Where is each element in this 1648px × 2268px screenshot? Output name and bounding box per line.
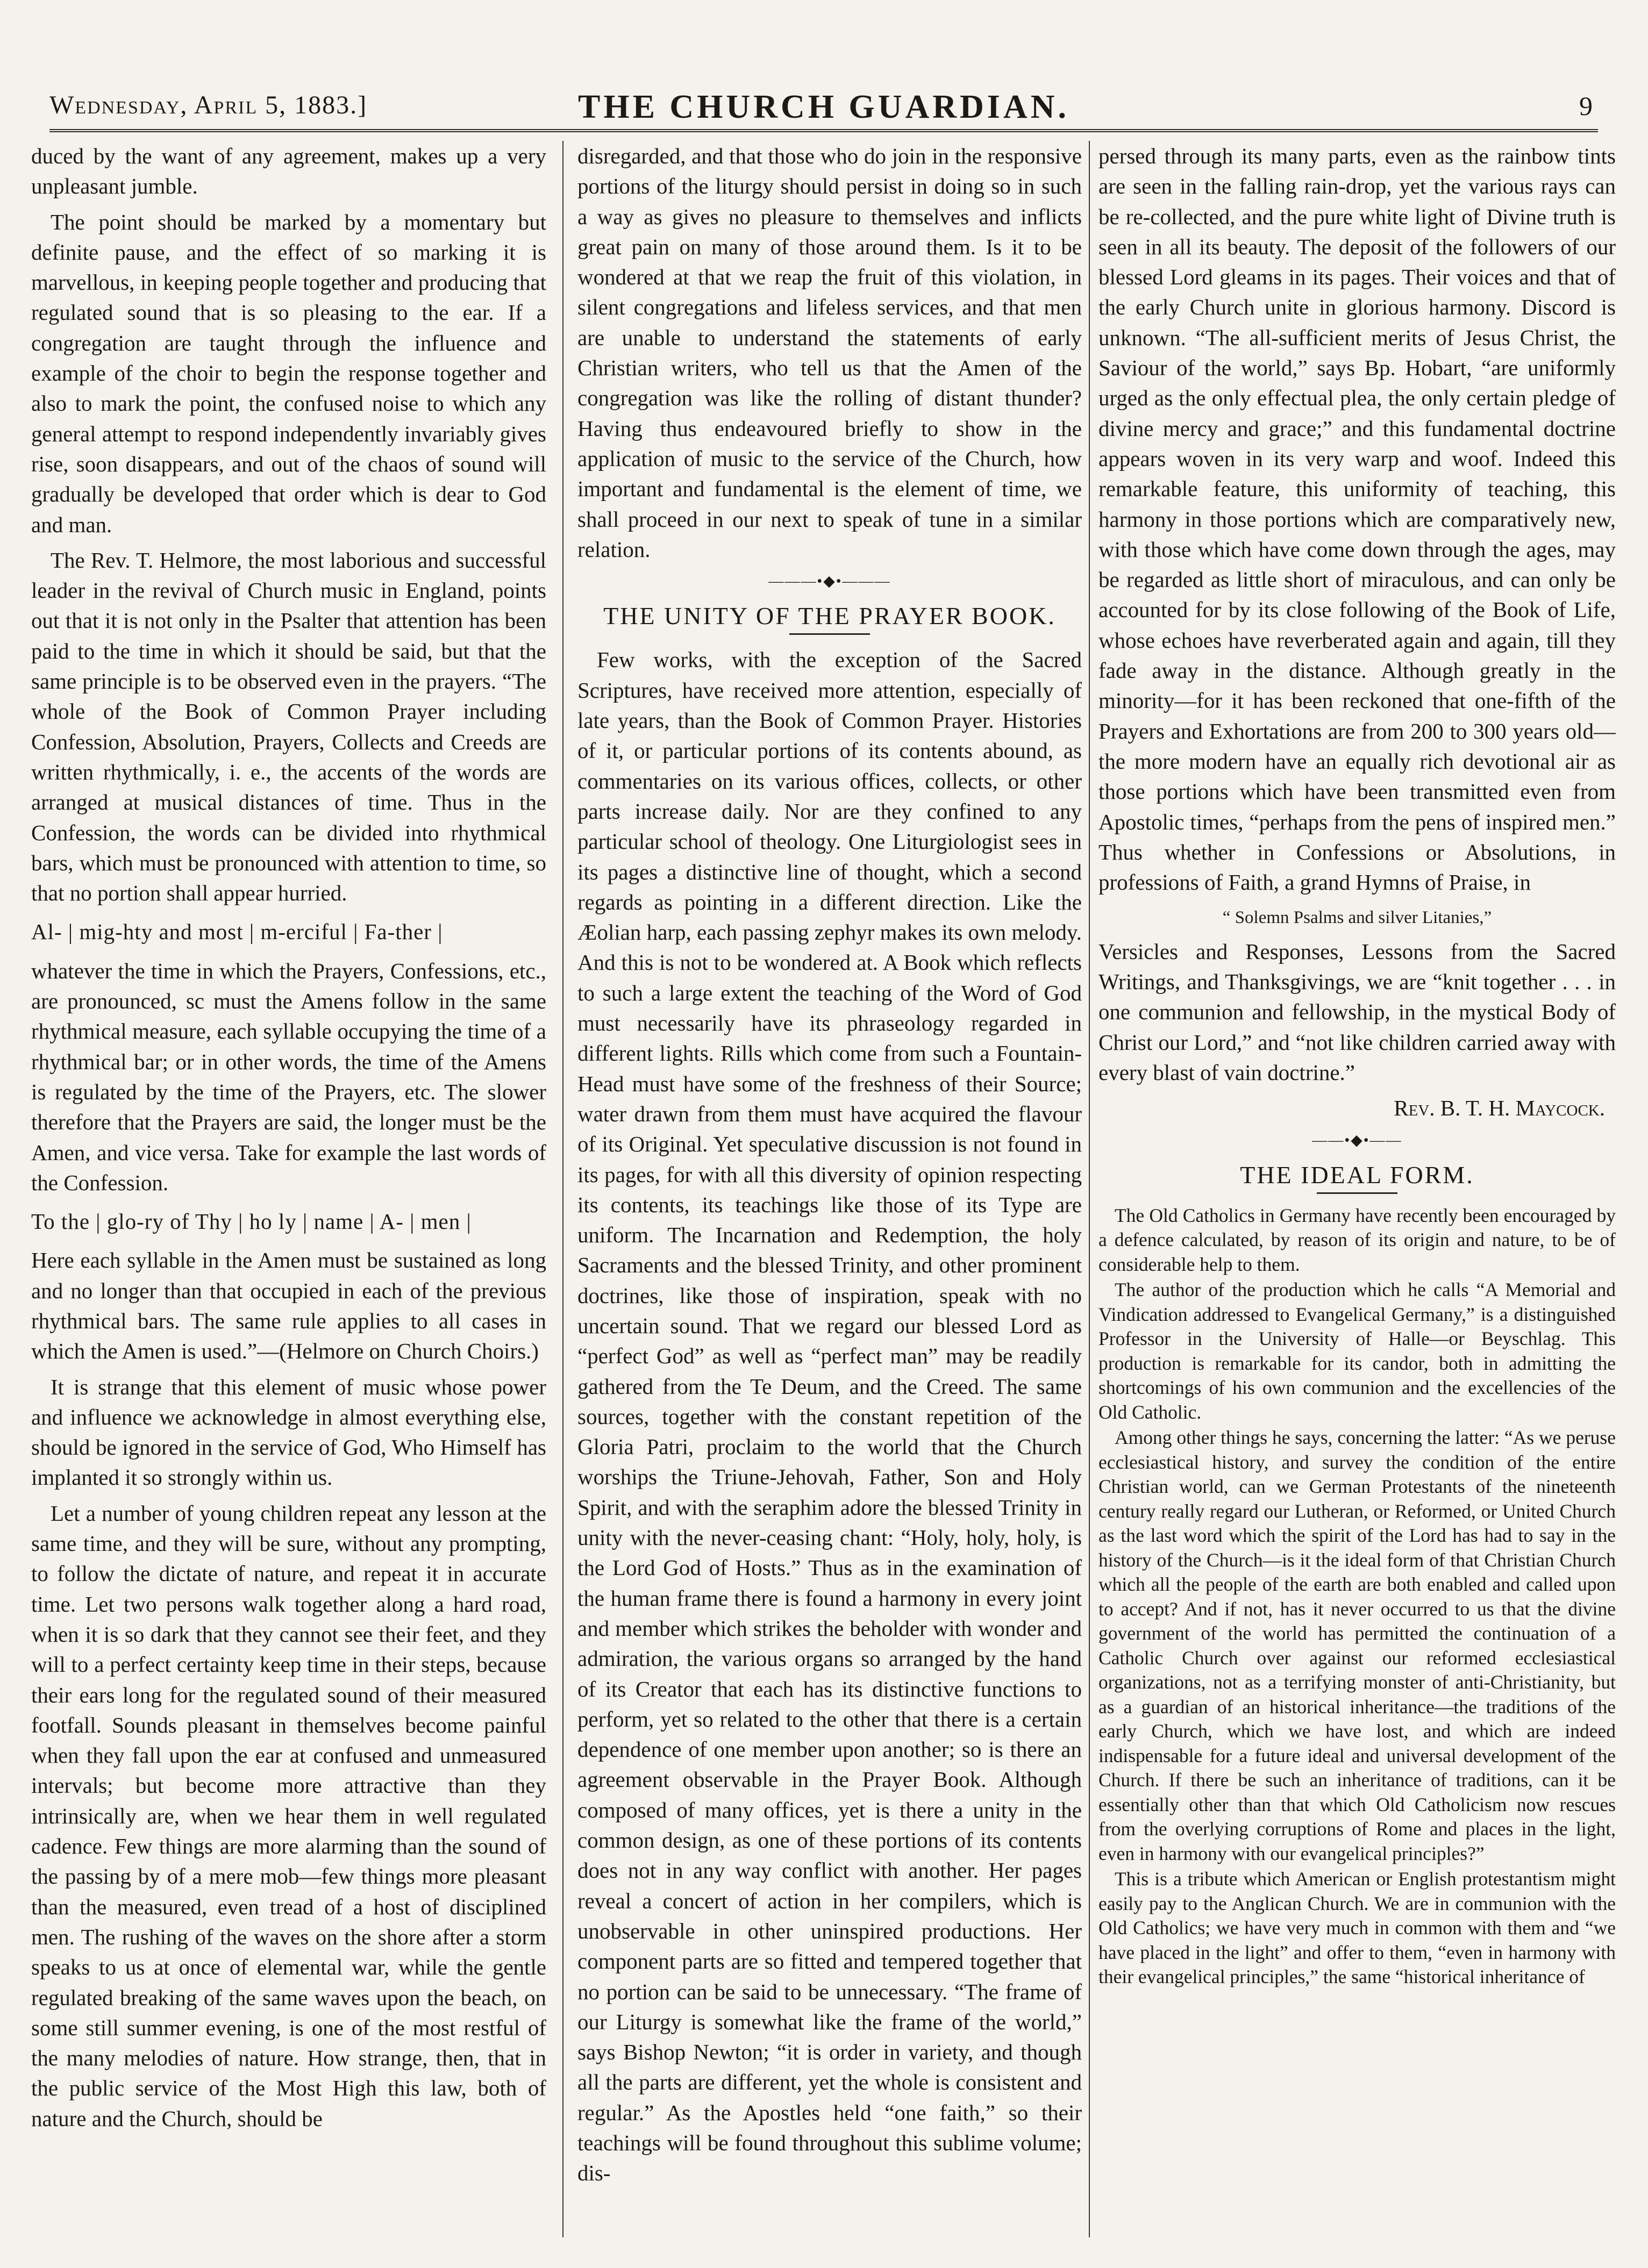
- page-number: 9: [1579, 91, 1593, 121]
- column-2: [577, 141, 1082, 2237]
- heading-rule: [789, 633, 870, 635]
- paragraph: The author of the production which he calls “A Memorial and Vindication addressed to Evangelical Germany,” is a distinguished Professor in the University of Halle—or Beyschlag. This production is remarkable for its candor, both in admitting the shortcomings of his own communion and the excellencies of the Old Catholic.: [1098, 1279, 1616, 1423]
- paragraph: The point should be marked by a momentary but definite pause, and the effect of so marking it is marvellous, in keeping people together and producing that regulated sound that is so pleasing to the ear. If a congregation are taught through the influence and example of the choir to begin the response together and also to mark the point, the confused noise to which any general attempt to respond independently invariably gives rise, soon disappears, and out of the chaos of sound will gradually be developed that order which is dear to God and man.: [31, 209, 546, 537]
- paragraph: Versicles and Responses, Lessons from the Sacred Writings, and Thanksgivings, we are “knit together . . . in one communion and fellowship, in the mystical Body of Christ our Lord,” and “not like children carried away with every blast of vain doctrine.”: [1098, 939, 1616, 1085]
- newspaper-title: THE CHURCH GUARDIAN.: [578, 89, 1069, 125]
- paragraph: Here each syllable in the Amen must be sustained as long and no longer than that occupied in each of the previous rhythmical bars. The same rule applies to all cases in which the Amen is used.”—(Helmore on Church Choirs.): [31, 1248, 546, 1364]
- article-body-small: [1098, 1204, 1616, 1990]
- ornament-divider: ———•◆•———: [768, 573, 891, 590]
- paragraph: disregarded, and that those who do join in the responsive portions of the liturgy should persist in doing so in such a way as gives no pleasure to themselves and inflicts great pain on many of those around them. Is it to be wondered at that we reap the fruit of this violation, in silent congregations and lifeless services, and that men are unable to understand the statements of early Christian writers, who tell us that the Amen of the congregation was like the rolling of distant thunder? Having thus endeavoured briefly to show in the application of music to the service of the Church, how important and fundamental is the element of time, we shall proceed in our next to speak of tune in a similar relation.: [577, 144, 1082, 562]
- masthead: [49, 86, 1598, 132]
- ornament-divider: ——•◆•——: [1312, 1132, 1402, 1149]
- heading-rule: [1317, 1192, 1397, 1194]
- rhythmic-bars: To the | glo-ry of Thy | ho ly | name | A- | men |: [31, 1209, 472, 1234]
- column-rule-1: [562, 141, 563, 2237]
- paragraph: The Old Catholics in Germany have recently been encouraged by a defence calculated, by reason of its origin and nature, to be of considerable help to them.: [1098, 1204, 1616, 1275]
- column-rule-2: [1089, 141, 1090, 2237]
- issue-date: Wednesday, April 5, 1883.]: [49, 91, 368, 119]
- paragraph: The Rev. T. Helmore, the most laborious and successful leader in the revival of Church music in England, points out that it is not only in the Psalter that attention has been paid to the time in which it should be said, but that the same principle is to be observed even in the prayers. “The whole of the Book of Common Prayer including Confession, Absolution, Prayers, Collects and Creeds are written rhythmically, i. e., the accents of the words are arranged at musical distances of time. Thus in the Confession, the words can be divided into rhythmical bars, which must be pronounced with attention to time, so that no portion shall appear hurried.: [31, 547, 546, 906]
- author-signature: Rev. B. T. H. Maycock.: [1394, 1096, 1605, 1121]
- paragraph: This is a tribute which American or English protestantism might easily pay to the Anglican Church. We are in communion with the Old Catholics; we have very much in common with them and “we have placed in the light” and offer to them, “even in harmony with their evangelical principles,” the same “historical inheritance of: [1098, 1868, 1616, 1988]
- rhythmic-bars: Al- | mig-hty and most | m-erciful | Fa-ther |: [31, 919, 443, 945]
- column-1: [31, 141, 546, 2237]
- paragraph: duced by the want of any agreement, makes up a very unpleasant jumble.: [31, 144, 546, 199]
- paragraph: persed through its many parts, even as the rainbow tints are seen in the falling rain-drop, yet the various rays can be re-collected, and the pure white light of Divine truth is seen in all its beauty. The deposit of the followers of our blessed Lord gleams in its pages. Their voices and that of the early Church unite in glorious harmony. Discord is unknown. “The all-sufficient merits of Jesus Christ, the Saviour of the world,” says Bp. Hobart, “are uniformly urged as the only effectual plea, the only certain pledge of divine mercy and grace;” and this fundamental doctrine appears woven in its very warp and woof. Indeed this remarkable feature, this uniformity of teaching, this harmony in those portions which are comparatively new, with those which have come down through the ages, may be regarded as little short of miraculous, and can only be accounted for by its close following of the Book of Life, whose echoes have reverberated again and again, till they fade away in the distance. Although greatly in the minority—for it has been reckoned that one-fifth of the Prayers and Exhortations are from 200 to 300 years old—the more modern have an equally rich devotional air as those portions which have been transmitted even from Apostolic times, “perhaps from the pens of inspired men.” Thus whether in Confessions or Absolutions, in professions of Faith, a grand Hymns of Praise, in: [1098, 144, 1616, 895]
- paragraph: It is strange that this element of music whose power and influence we acknowledge in almost everything else, should be ignored in the service of God, Who Himself has implanted it so strongly within us.: [31, 1374, 546, 1490]
- paragraph: Among other things he says, concerning the latter: “As we peruse ecclesiastical history, and survey the condition of the entire Christian world, can we German Protestants of the nineteenth century really regard our Lutheran, or Reformed, or United Church as the last word which the spirit of the Lord has had to say in the history of the Church—is it the ideal form of that Christian Church which all the people of the earth are both enabled and called upon to accept? And if not, has it never occurred to us that the divine government of the world has permitted the continuation of a Catholic Church over against our reformed ecclesiastical organizations, not as a terrifying monster of anti-Christianity, but as a guardian of an historical inheritance—the traditions of the early Church, which we have lost, and which are indeed indispensable for a future ideal and universal development of the Church. If there be such an inheritance of traditions, can it be essentially other than that which Old Catholicism now rescues from the overlying corruptions of Rome and places in the light, even in harmony with our evangelical principles?”: [1098, 1427, 1616, 1864]
- column-3: [1098, 141, 1616, 2237]
- paragraph: whatever the time in which the Prayers, Confessions, etc., are pronounced, sc must the Amens follow in the same rhythmical measure, each syllable occupying the time of a rhythmical bar; or in other words, the time of the Amens is regulated by the time of the Prayers, etc. The slower therefore that the Prayers are said, the longer must be the Amen, and vice versa. Take for example the last words of the Confession.: [31, 958, 546, 1195]
- paragraph: Let a number of young children repeat any lesson at the same time, and they will be sure, without any prompting, to follow the dictate of nature, and repeat it in accurate time. Let two persons walk together along a hard road, when it is so dark that they cannot see their feet, and they will to a perfect certainty keep time in their steps, because their ears long for the regulated sound of their measured footfall. Sounds pleasant in themselves become painful when they fall upon the ear at confused and unmeasured intervals; but become more attractive than they intrinsically are, when we hear them in well regulated cadence. Few things are more alarming than the sound of the passing by of a mere mob—few things more pleasant than the measured, even tread of a host of disciplined men. The rushing of the waves on the shore after a storm speaks to us at once of elemental war, while the gentle regulated breaking of the same waves upon the beach, on some still summer evening, is one of the most restful of the many melodies of nature. How strange, then, that in the public service of the Most High this law, both of nature and the Church, should be: [31, 1500, 546, 2131]
- article-heading: THE IDEAL FORM.: [1240, 1161, 1474, 1189]
- paragraph: Few works, with the exception of the Sacred Scriptures, have received more attention, especially of late years, than the Book of Common Prayer. Histories of it, or particular portions of its contents abound, as commentaries on its various offices, collects, or other parts increase daily. Nor are they confined to any particular school of theology. One Liturgiologist sees in its pages a distinctive line of thought, which a second regards as pointing in a different direction. Like the Æolian harp, each passing zephyr makes its own melody. And this is not to be wondered at. A Book which reflects to such a large extent the teaching of the Word of God must necessarily have its phraseology regarded in different lights. Rills which come from such a Fountain-Head must have some of the freshness of their Source; water drawn from them must have acquired the flavour of its Original. Yet speculative discussion is not found in its pages, for with all this diversity of opinion respecting its contents, its teachings like those of its Type are uniform. The Incarnation and Redemption, the holy Sacraments and the blessed Trinity, and other prominent doctrines, like those of inspiration, speak with no uncertain sound. That we regard our blessed Lord as “perfect God” as well as “perfect man” may be readily gathered from the Te Deum, and the Creed. The same sources, together with the constant repetition of the Gloria Patri, proclaim to the world that the Church worships the Triune-Jehovah, Father, Son and Holy Spirit, and with the seraphim adore the blessed Trinity in unity with the never-ceasing chant: “Holy, holy, holy, is the Lord God of Hosts.” Thus as in the examination of the human frame there is found a harmony in every joint and member which strikes the beholder with wonder and admiration, the various organs so arranged by the hand of its Creator that each has its distinctive functions to perform, yet so related to the other that there is a certain dependence of one member upon another; so is there an agreement observable in the Prayer Book. Although composed of many offices, yet is there a unity in the common design, as one of these portions of its contents does not in any way conflict with another. Her pages reveal a concert of action in her compilers, which is unobservable in other uninspired productions. Her component parts are so fitted and tempered together that no portion can be said to be unnecessary. “The frame of our Liturgy is somewhat like the frame of the world,” says Bishop Newton; “it is order in variety, and though all the parts are different, yet the whole is consistent and regular.” As the Apostles held “one faith,” so their teachings will be found throughout this sublime volume; dis-: [577, 647, 1082, 2186]
- article-heading: THE UNITY OF THE PRAYER BOOK.: [603, 602, 1056, 630]
- quotation: “ Solemn Psalms and silver Litanies,”: [1222, 908, 1492, 928]
